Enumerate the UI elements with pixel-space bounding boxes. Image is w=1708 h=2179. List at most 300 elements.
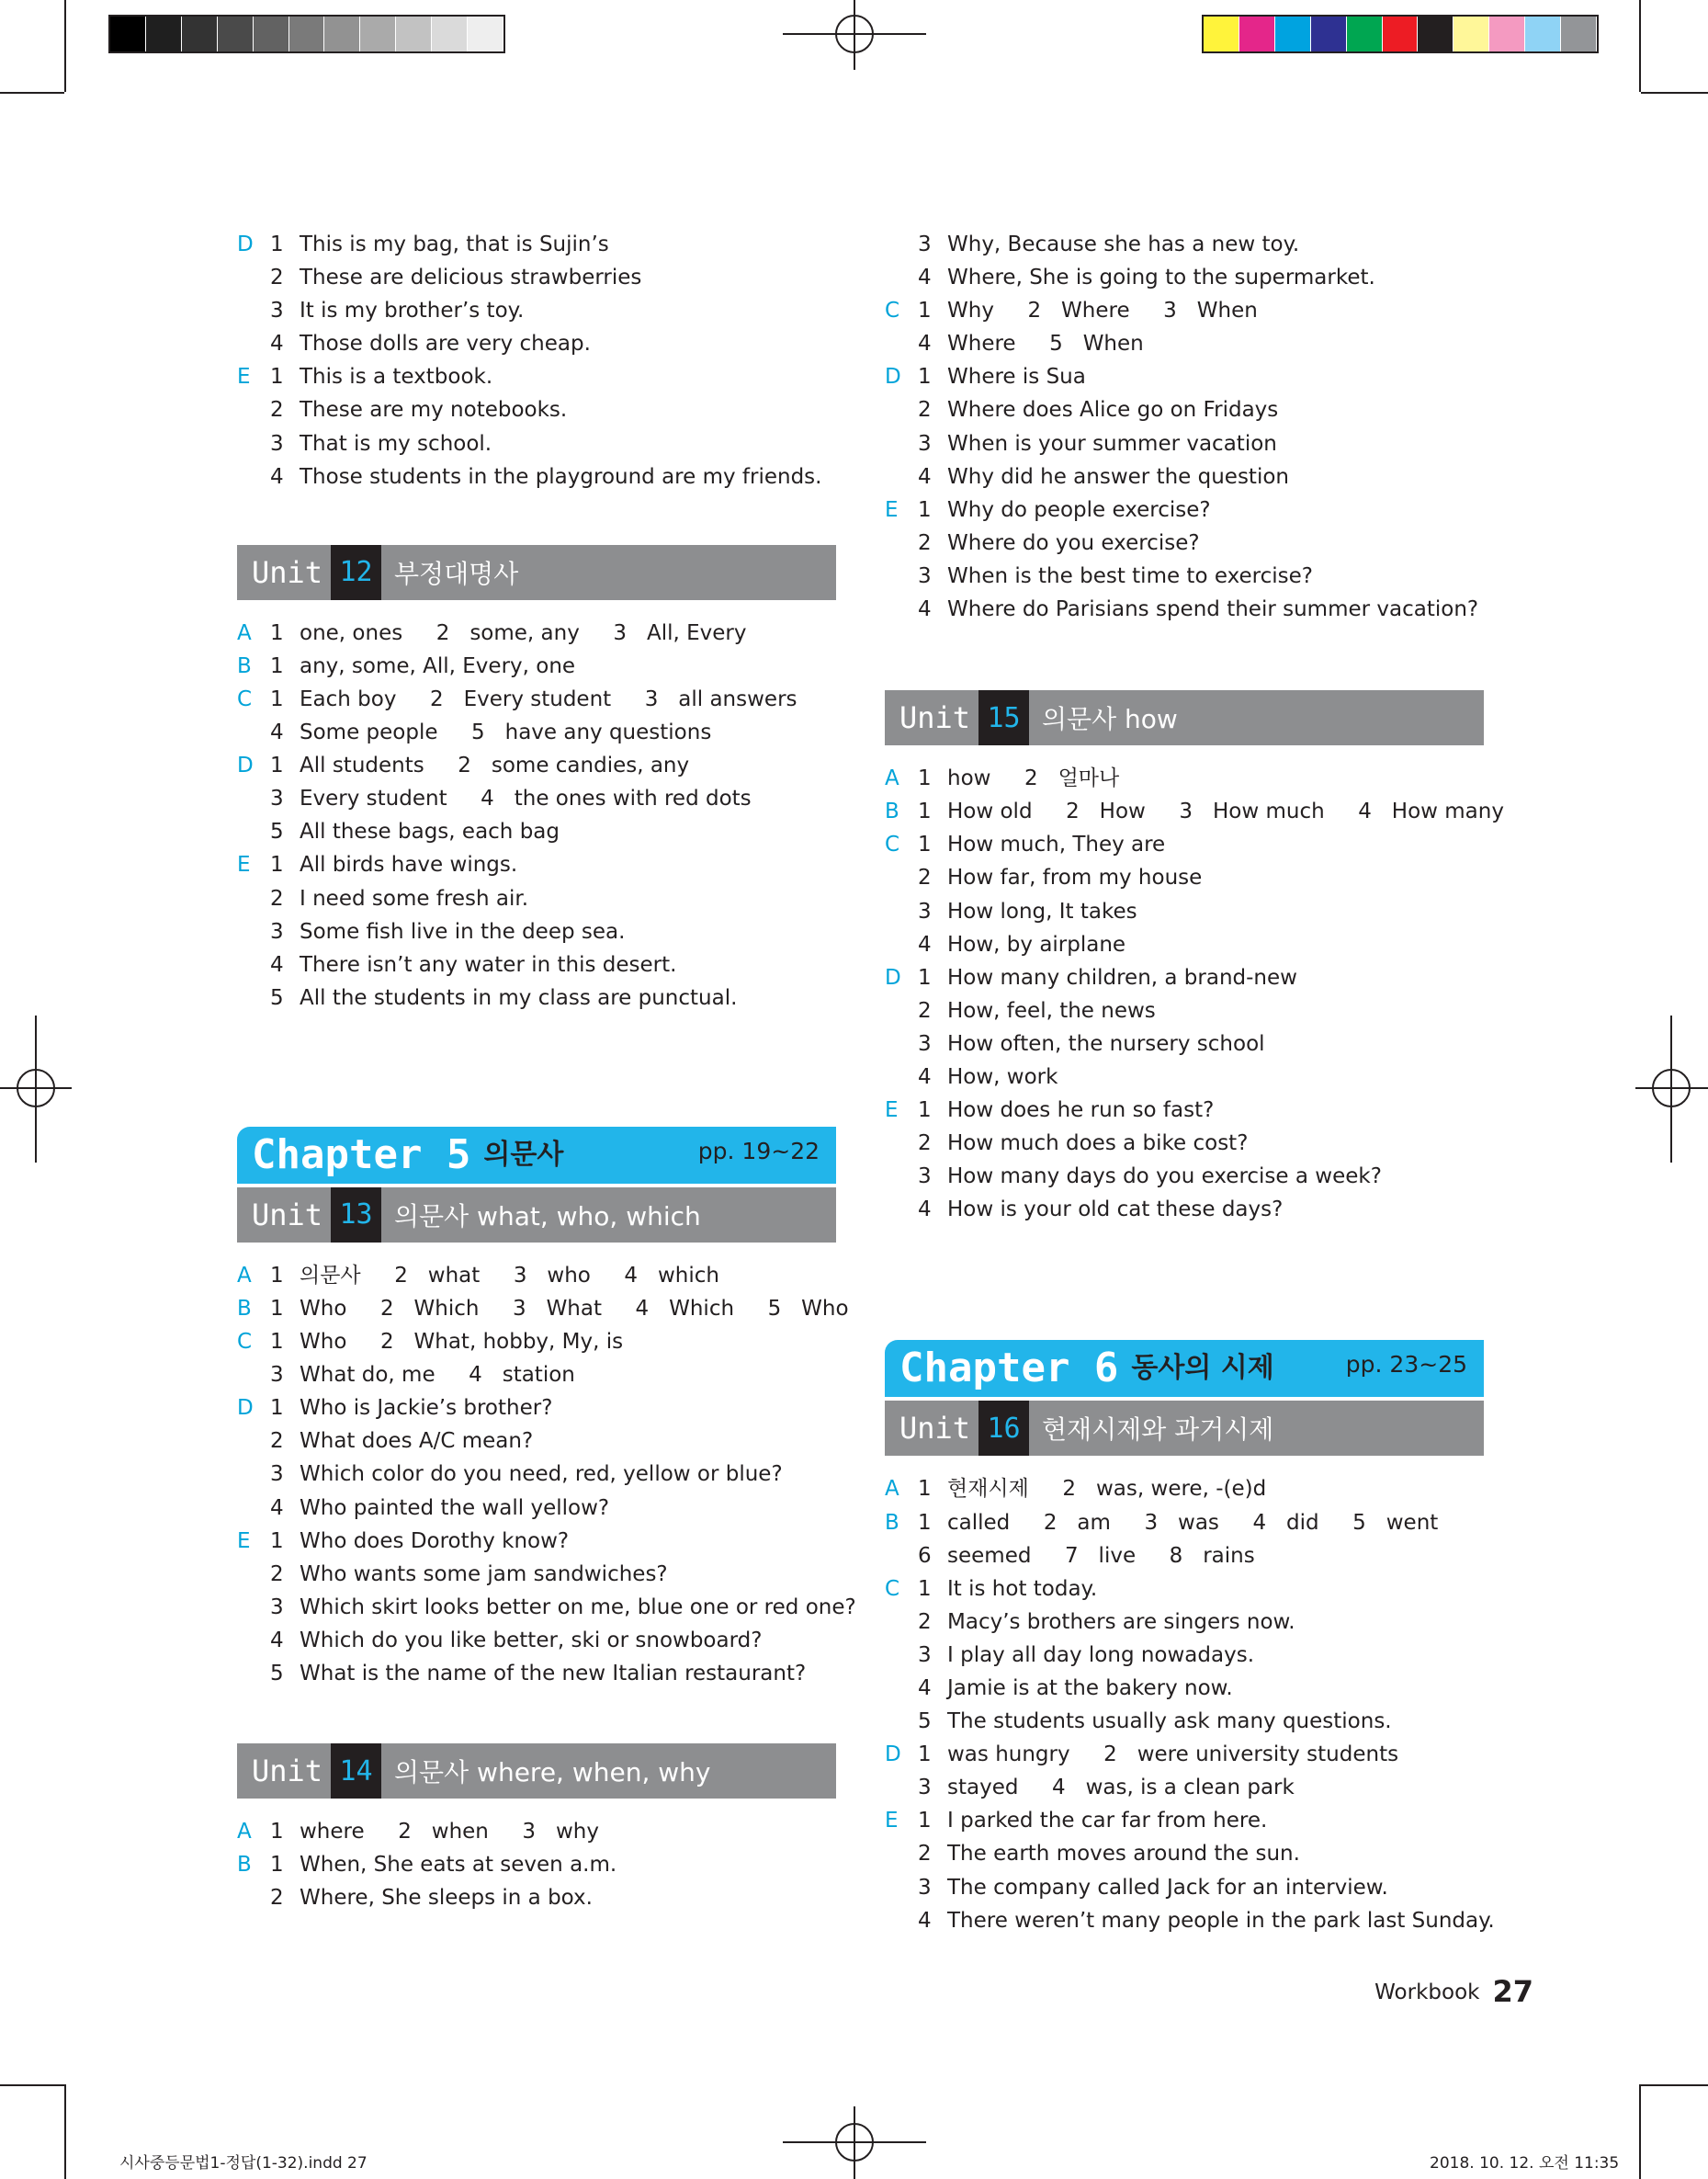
answer-row — [885, 1904, 1495, 1937]
item-number: 2 — [918, 866, 932, 891]
item-number: 3 — [918, 431, 932, 456]
section-letter: B — [237, 1296, 252, 1321]
chapter-header-6 — [885, 1340, 1484, 1397]
answer-text: How often, the nursery school — [947, 1031, 1265, 1056]
answer-list — [885, 228, 1484, 626]
unit-number: 14 — [331, 1743, 381, 1799]
answer-text: Which do you like better, ski or snowboard? — [300, 1628, 763, 1652]
answer-text: It is my brother’s toy. — [300, 299, 525, 323]
item-number: 1 — [270, 754, 284, 778]
answer-list — [237, 1815, 836, 1914]
answer-text: The earth moves around the sun. — [947, 1842, 1300, 1867]
answer-row — [237, 360, 836, 393]
item-number: 4 — [918, 464, 932, 489]
item-number: 1 — [270, 1853, 284, 1878]
answer-row — [885, 1472, 1484, 1505]
crop-mark — [1639, 0, 1641, 92]
answer-row — [885, 1771, 1484, 1804]
answer-row — [885, 1672, 1484, 1705]
section-letter: D — [885, 965, 901, 990]
item-number: 2 — [270, 1886, 284, 1911]
answer-row — [237, 982, 836, 1015]
color-swatch — [182, 17, 218, 51]
crop-mark — [64, 0, 66, 92]
section-letter: A — [237, 620, 252, 645]
answer-row — [885, 593, 1484, 626]
answer-text: called 2 am 3 was 4 did 5 went — [947, 1510, 1439, 1535]
answer-text: How many days do you exercise a week? — [947, 1164, 1382, 1189]
page-footer — [1374, 1974, 1533, 2009]
unit-title: 현재시제와 과거시제 — [1042, 1414, 1274, 1446]
section-letter: A — [237, 1263, 252, 1288]
answer-row — [885, 1572, 1484, 1606]
answer-text: There weren’t many people in the park last Sunday. — [947, 1908, 1495, 1933]
answer-text: How, work — [947, 1064, 1058, 1089]
answer-text: When is the best time to exercise? — [947, 563, 1313, 588]
answer-row — [237, 915, 836, 948]
answer-row — [237, 1815, 836, 1848]
answer-row — [885, 1705, 1484, 1738]
item-number: 3 — [918, 1642, 932, 1667]
item-number: 2 — [270, 398, 284, 423]
answer-row — [237, 1558, 836, 1591]
item-number: 2 — [918, 998, 932, 1023]
item-number: 1 — [918, 1809, 932, 1833]
answer-text: How long, It takes — [947, 899, 1137, 924]
item-number: 1 — [270, 1820, 284, 1844]
item-number: 1 — [270, 1396, 284, 1421]
chapter-title: 의문사 — [483, 1138, 564, 1171]
section-letter: D — [885, 1742, 901, 1767]
color-swatch — [218, 17, 254, 51]
answer-text: Why 2 Where 3 When — [947, 299, 1258, 323]
answer-text: Where, She sleeps in a box. — [300, 1886, 593, 1911]
unit-title: 의문사 where, when, why — [394, 1757, 711, 1788]
answer-text: These are my notebooks. — [300, 398, 568, 423]
answer-text: Where is Sua — [947, 365, 1086, 390]
item-number: 3 — [270, 787, 284, 811]
page-number: 27 — [1492, 1974, 1533, 2009]
unit-number: 15 — [978, 690, 1029, 745]
color-swatch — [1383, 17, 1419, 51]
answer-text: I play all day long nowadays. — [947, 1642, 1255, 1667]
unit-number: 12 — [331, 545, 381, 600]
item-number: 5 — [270, 820, 284, 845]
answer-row — [885, 961, 1484, 994]
item-number: 1 — [918, 1576, 932, 1601]
answer-row — [885, 427, 1484, 460]
section-letter: C — [885, 1576, 900, 1601]
slug-date: 2018. 10. 12. 오전 11:35 — [1430, 2154, 1620, 2173]
answer-row — [237, 1424, 836, 1458]
answer-list — [237, 1259, 856, 1690]
answer-text: When is your summer vacation — [947, 431, 1277, 456]
answer-row — [237, 848, 836, 881]
section-letter: D — [885, 365, 901, 390]
item-number: 2 — [918, 1842, 932, 1867]
item-number: 2 — [918, 1131, 932, 1156]
chapter-label: Chapter 6 — [899, 1345, 1119, 1392]
answer-text: This is a textbook. — [300, 365, 493, 390]
item-number: 2 — [918, 398, 932, 423]
answer-row — [237, 716, 836, 749]
crop-mark — [1641, 2084, 1708, 2086]
item-number: 3 — [270, 431, 284, 456]
answer-row — [885, 527, 1484, 560]
answer-row — [885, 261, 1484, 294]
answer-row — [237, 650, 836, 683]
crop-mark — [64, 2084, 66, 2179]
answer-text: How much, They are — [947, 833, 1166, 857]
item-number: 5 — [918, 1709, 932, 1734]
answer-row — [237, 782, 836, 815]
answer-text: seemed 7 live 8 rains — [947, 1543, 1255, 1568]
answer-text: Macy’s brothers are singers now. — [947, 1609, 1295, 1634]
answer-row — [885, 1738, 1484, 1771]
answer-text: where 2 when 3 why — [300, 1820, 599, 1844]
answer-row — [885, 861, 1484, 894]
color-swatch — [1561, 17, 1597, 51]
answer-row — [885, 228, 1484, 261]
answer-text: Those dolls are very cheap. — [300, 332, 591, 357]
color-swatch — [1525, 17, 1561, 51]
item-number: 4 — [918, 1197, 932, 1222]
item-number: 4 — [270, 721, 284, 745]
answer-text: Which color do you need, red, yellow or blue? — [300, 1462, 783, 1487]
item-number: 2 — [918, 1609, 932, 1634]
item-number: 2 — [918, 530, 932, 555]
item-number: 4 — [918, 1676, 932, 1700]
answer-row — [885, 1804, 1484, 1837]
answer-text: Why, Because she has a new toy. — [947, 233, 1300, 256]
item-number: 4 — [918, 1064, 932, 1089]
registration-target — [17, 1069, 55, 1107]
answer-text: Who wants some jam sandwiches? — [300, 1561, 668, 1586]
section-letter: B — [885, 800, 899, 824]
item-number: 4 — [918, 597, 932, 622]
item-number: 1 — [270, 653, 284, 678]
color-swatch — [1204, 17, 1239, 51]
unit-title: 의문사 how — [1042, 704, 1178, 735]
answer-row — [885, 327, 1484, 360]
answer-text: Those students in the playground are my friends. — [300, 464, 822, 489]
unit-label: Unit — [252, 1753, 323, 1789]
answer-row — [885, 1061, 1484, 1094]
answer-list — [237, 228, 836, 494]
item-number: 2 — [270, 886, 284, 911]
answer-text: Every student 4 the ones with red dots — [300, 787, 752, 811]
answer-row — [237, 1525, 836, 1558]
answer-text: All the students in my class are punctual. — [300, 985, 738, 1010]
answer-text: how 2 얼마나 — [947, 766, 1120, 791]
answer-text: The students usually ask many questions. — [947, 1709, 1392, 1734]
answer-list — [237, 617, 836, 1015]
answer-text: How is your old cat these days? — [947, 1197, 1284, 1222]
answer-row — [885, 1160, 1484, 1193]
unit-header-12 — [237, 545, 836, 600]
color-swatch — [1453, 17, 1489, 51]
section-letter: C — [885, 833, 900, 857]
answer-row — [885, 360, 1484, 393]
answer-row — [237, 294, 836, 327]
answer-text: I need some fresh air. — [300, 886, 529, 911]
answer-text: stayed 4 was, is a clean park — [947, 1776, 1295, 1800]
item-number: 3 — [918, 233, 932, 256]
section-letter: A — [885, 766, 899, 791]
section-letter: D — [237, 754, 254, 778]
section-letter: E — [237, 853, 251, 878]
answer-text: The company called Jack for an interview. — [947, 1875, 1388, 1900]
color-swatch — [146, 17, 182, 51]
item-number: 3 — [270, 1363, 284, 1388]
item-number: 3 — [270, 299, 284, 323]
answer-row — [237, 617, 836, 650]
answer-text: How many children, a brand-new — [947, 965, 1297, 990]
answer-row — [885, 828, 1484, 861]
item-number: 1 — [918, 299, 932, 323]
unit-header-14 — [237, 1743, 836, 1799]
answer-row — [237, 1591, 856, 1624]
item-number: 3 — [270, 919, 284, 944]
item-number: 1 — [918, 766, 932, 791]
item-number: 3 — [270, 1462, 284, 1487]
color-swatch — [1418, 17, 1453, 51]
answer-row — [885, 895, 1484, 928]
crop-mark — [1639, 2084, 1641, 2179]
section-letter: C — [237, 1330, 253, 1355]
answer-row — [237, 1657, 836, 1690]
left-column — [237, 228, 856, 1914]
answer-text: Where do Parisians spend their summer vacation? — [947, 597, 1479, 622]
answer-text: Which skirt looks better on me, blue one or red one? — [300, 1595, 856, 1619]
answer-text: 의문사 2 what 3 who 4 which — [300, 1263, 719, 1288]
answer-row — [885, 1193, 1484, 1226]
slug-file: 시사중등문법1-정답(1-32).indd 27 — [119, 2154, 368, 2173]
section-letter: E — [237, 1528, 251, 1553]
answer-text: When, She eats at seven a.m. — [300, 1853, 617, 1878]
color-swatch — [468, 17, 503, 51]
item-number: 4 — [270, 1628, 284, 1652]
section-letter: D — [237, 233, 254, 256]
answer-row — [885, 1027, 1484, 1061]
answer-text: Why do people exercise? — [947, 497, 1211, 522]
item-number: 5 — [270, 1662, 284, 1685]
chapter-header-5 — [237, 1127, 836, 1184]
unit-number: 16 — [978, 1401, 1029, 1456]
answer-row — [237, 1259, 836, 1292]
answer-row — [237, 882, 836, 915]
answer-text: was hungry 2 were university students — [947, 1742, 1399, 1767]
item-number: 3 — [918, 899, 932, 924]
item-number: 1 — [270, 233, 284, 256]
book-name: Workbook — [1374, 1980, 1480, 2004]
item-number: 5 — [270, 985, 284, 1010]
answer-row — [885, 1506, 1484, 1539]
answer-row — [237, 261, 836, 294]
answer-row — [885, 294, 1484, 327]
answer-row — [237, 1292, 849, 1325]
answer-text: That is my school. — [300, 431, 492, 456]
answer-row — [237, 1458, 836, 1491]
unit-label: Unit — [252, 554, 323, 590]
item-number: 4 — [270, 332, 284, 357]
item-number: 3 — [918, 563, 932, 588]
section-letter: B — [885, 1510, 899, 1535]
item-number: 6 — [918, 1543, 932, 1568]
chapter-title: 동사의 시제 — [1131, 1352, 1274, 1385]
item-number: 1 — [270, 1330, 284, 1355]
item-number: 4 — [918, 332, 932, 357]
answer-row — [885, 994, 1484, 1027]
answer-text: Who 2 Which 3 What 4 Which 5 Who — [300, 1296, 849, 1321]
item-number: 4 — [270, 1495, 284, 1520]
registration-target — [1652, 1069, 1691, 1107]
answer-row — [885, 1539, 1484, 1572]
chapter-label: Chapter 5 — [252, 1130, 471, 1178]
answer-row — [237, 1358, 836, 1391]
section-letter: E — [885, 1098, 899, 1123]
item-number: 4 — [270, 464, 284, 489]
item-number: 2 — [270, 1561, 284, 1586]
section-letter: C — [885, 299, 900, 323]
item-number: 1 — [918, 1098, 932, 1123]
answer-row — [885, 1837, 1484, 1870]
item-number: 2 — [270, 266, 284, 290]
answer-list — [885, 762, 1504, 1226]
answer-row — [237, 393, 836, 426]
answer-text: Who does Dorothy know? — [300, 1528, 570, 1553]
answer-row — [885, 795, 1504, 828]
answer-text: All birds have wings. — [300, 853, 518, 878]
chapter-pages: pp. 19~22 — [697, 1137, 820, 1164]
item-number: 1 — [270, 1296, 284, 1321]
answer-row — [885, 494, 1484, 527]
item-number: 1 — [270, 687, 284, 711]
answer-text: What do, me 4 station — [300, 1363, 575, 1388]
unit-title: 의문사 what, who, which — [394, 1200, 701, 1231]
answer-row — [237, 327, 836, 360]
item-number: 1 — [918, 965, 932, 990]
unit-label: Unit — [899, 700, 971, 736]
answer-row — [885, 928, 1484, 961]
answer-text: Where, She is going to the supermarket. — [947, 266, 1375, 290]
item-number: 1 — [918, 1510, 932, 1535]
answer-text: There isn’t any water in this desert. — [300, 952, 677, 977]
answer-row — [885, 460, 1484, 494]
chapter-pages: pp. 23~25 — [1345, 1351, 1467, 1379]
item-number: 4 — [270, 952, 284, 977]
item-number: 1 — [270, 1528, 284, 1553]
answer-text: What is the name of the new Italian restaurant? — [300, 1662, 807, 1685]
answer-row — [237, 948, 836, 982]
section-letter: E — [885, 1809, 899, 1833]
item-number: 3 — [918, 1776, 932, 1800]
answer-text: How far, from my house — [947, 866, 1203, 891]
answer-row — [237, 1848, 836, 1881]
answer-text: It is hot today. — [947, 1576, 1098, 1601]
answer-row — [237, 427, 836, 460]
registration-target — [835, 15, 874, 53]
answer-text: Some fish live in the deep sea. — [300, 919, 626, 944]
unit-title: 부정대명사 — [394, 558, 519, 589]
answer-text: I parked the car far from here. — [947, 1809, 1268, 1833]
section-letter: E — [885, 497, 899, 522]
unit-header-15 — [885, 690, 1484, 745]
item-number: 4 — [918, 1908, 932, 1933]
crop-mark — [1641, 92, 1708, 94]
item-number: 1 — [918, 1477, 932, 1502]
answer-row — [885, 393, 1484, 426]
answer-text: Who is Jackie’s brother? — [300, 1396, 553, 1421]
color-swatch — [1489, 17, 1525, 51]
answer-row — [237, 749, 836, 782]
answer-text: one, ones 2 some, any 3 All, Every — [300, 620, 747, 645]
section-letter: A — [237, 1820, 252, 1844]
answer-text: All students 2 some candies, any — [300, 754, 690, 778]
item-number: 1 — [918, 833, 932, 857]
color-swatch — [432, 17, 468, 51]
item-number: 4 — [918, 932, 932, 957]
color-swatch — [1275, 17, 1311, 51]
answer-text: Where 5 When — [947, 332, 1144, 357]
answer-text: Who 2 What, hobby, My, is — [300, 1330, 624, 1355]
section-letter: E — [237, 365, 251, 390]
answer-text: What does A/C mean? — [300, 1429, 534, 1454]
item-number: 1 — [918, 800, 932, 824]
answer-row — [237, 1325, 836, 1358]
color-swatch — [289, 17, 325, 51]
item-number: 1 — [918, 497, 932, 522]
answer-row — [885, 1871, 1484, 1904]
answer-row — [885, 1606, 1484, 1639]
item-number: 1 — [270, 365, 284, 390]
item-number: 3 — [918, 1031, 932, 1056]
answer-text: These are delicious strawberries — [300, 266, 642, 290]
color-swatch — [1239, 17, 1275, 51]
answer-text: How does he run so fast? — [947, 1098, 1215, 1123]
answer-row — [237, 1624, 836, 1657]
answer-text: any, some, All, Every, one — [300, 653, 576, 678]
answer-text: How much does a bike cost? — [947, 1131, 1249, 1156]
section-letter: D — [237, 1396, 254, 1421]
right-column — [885, 228, 1504, 1937]
answer-row — [237, 228, 836, 261]
answer-text: Each boy 2 Every student 3 all answers — [300, 687, 797, 711]
grayscale-bar — [108, 15, 505, 53]
answer-row — [237, 815, 836, 848]
item-number: 3 — [270, 1595, 284, 1619]
color-swatch — [360, 17, 396, 51]
answer-text: Who painted the wall yellow? — [300, 1495, 610, 1520]
section-letter: A — [885, 1477, 899, 1502]
answer-text: Where do you exercise? — [947, 530, 1200, 555]
answer-text: Why did he answer the question — [947, 464, 1289, 489]
unit-header-13 — [237, 1187, 836, 1243]
answer-text: How, feel, the news — [947, 998, 1156, 1023]
unit-label: Unit — [899, 1411, 971, 1447]
item-number: 1 — [270, 853, 284, 878]
color-bar — [1202, 15, 1599, 53]
answer-row — [885, 1094, 1484, 1127]
registration-target — [835, 2123, 874, 2162]
answer-row — [237, 683, 836, 716]
answer-row — [237, 1391, 836, 1424]
crop-mark — [0, 92, 64, 94]
item-number: 1 — [918, 1742, 932, 1767]
answer-text: 현재시제 2 was, were, -(e)d — [947, 1477, 1267, 1502]
answer-text: This is my bag, that is Sujin’s — [300, 233, 609, 256]
answer-list — [885, 1472, 1495, 1936]
